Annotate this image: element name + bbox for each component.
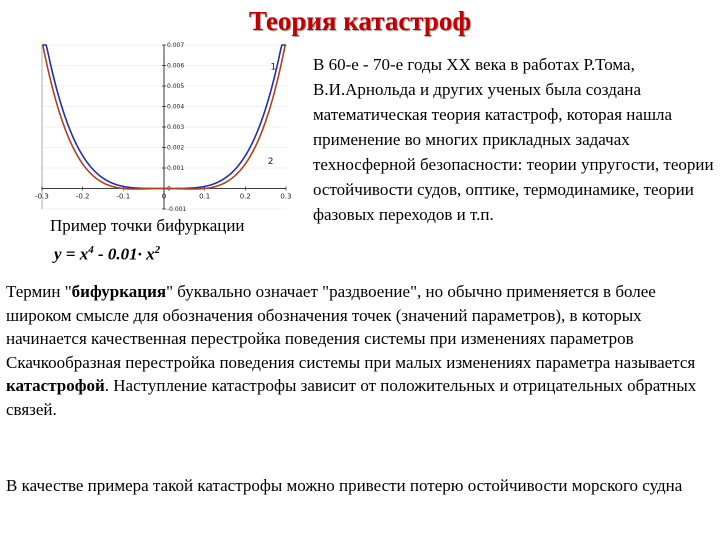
series-1-label: 1 [270, 62, 277, 73]
intro-paragraph: В 60-е - 70-е годы XX века в работах Р.Тома, В.И.Арнольда и других ученых была создана математическая теория катастроф, которая нашла применение во многих прикладных задачах техносферной безопасности: теории упругости, теории остойчивости судов, оптике, термодинамике, теории фазовых переходов и т.п. [313, 55, 714, 224]
formula-exponent-4: 4 [88, 244, 94, 256]
p1-text-4: . Наступление катастрофы зависит от положительных и отрицательных обратных связей. [6, 376, 697, 419]
x-tick-label: 0.2 [239, 192, 251, 201]
p1-text-1: Термин " [6, 282, 72, 301]
y-tick-label: 0 [167, 185, 171, 193]
formula-exponent-2: 2 [154, 244, 161, 256]
x-tick-label: -0.1 [116, 192, 131, 201]
x-tick-label: -0.2 [75, 192, 90, 201]
p1-text-2: " буквально означает "раздвоение", но обычно применяется в более широком смысле для обозначения обозначения точек (значений параметров), в которых начинается качественная перестройка поведения системы при изменениях параметров [6, 282, 656, 348]
bifurcation-paragraph [6, 280, 718, 421]
x-tick-label: 0 [161, 192, 167, 201]
x-tick-label: 0.1 [199, 192, 211, 201]
y-tick-label: 0.002 [167, 144, 185, 152]
x-tick-label: 0.3 [280, 192, 292, 201]
term-catastrophe: катастрофой [6, 376, 105, 395]
p1-text-3: Скачкообразная перестройка поведения системы при малых изменениях параметра называется [6, 352, 696, 372]
bifurcation-chart [32, 42, 294, 214]
y-tick-label: 0.006 [167, 62, 185, 70]
example-paragraph: В качестве примера такой катастрофы можно привести потерю остойчивости морского судна [6, 476, 683, 495]
y-tick-label: 0.007 [167, 42, 185, 49]
term-bifurcation: бифуркация [71, 282, 167, 301]
y-tick-label: 0.005 [167, 83, 185, 90]
slide-title: Теория катастроф [248, 6, 472, 36]
chart-caption: Пример точки бифуркации [50, 216, 245, 235]
series-2-label: 2 [267, 156, 274, 167]
y-tick-label: 0.004 [167, 103, 185, 111]
chart-formula [54, 244, 160, 265]
x-tick-label: -0.3 [35, 192, 49, 201]
formula-y: y = x [54, 244, 89, 264]
y-tick-label: -0.001 [167, 206, 187, 213]
formula-middle: - 0.01· x [93, 244, 155, 264]
y-tick-label: 0.001 [167, 165, 185, 172]
y-tick-label: 0.003 [167, 124, 185, 131]
